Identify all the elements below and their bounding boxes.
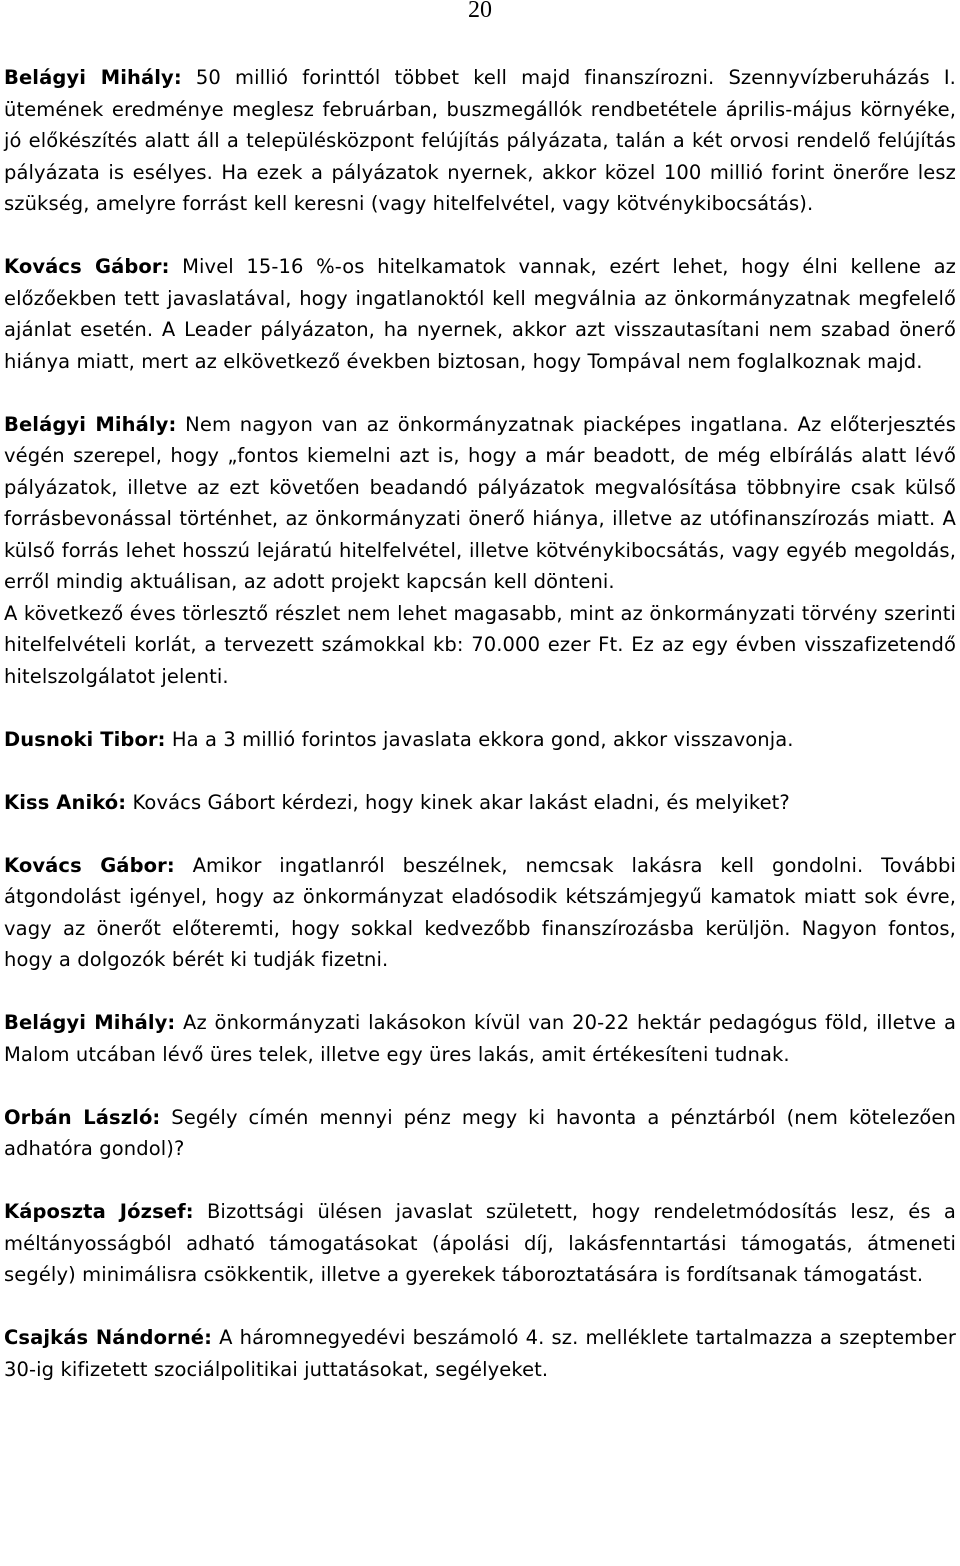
paragraph-text: Kovács Gábort kérdezi, hogy kinek akar lakást eladni, és melyiket?	[132, 790, 790, 814]
speaker-name: Kiss Anikó:	[4, 790, 127, 814]
paragraph-text: A háromnegyedévi beszámoló 4. sz. melléklete tartalmazza a szeptember 30-ig kifizetett szociálpolitikai juttatásokat, segélyeket.	[4, 1326, 956, 1381]
paragraph-text: 50 millió forinttól többet kell majd finanszírozni. Szennyvízberuházás I. ütemének eredménye meglesz februárban, buszmegállók rendbetétele április-május környéke, jó előkészítés alatt áll a településközpont felújítás pályázata, talán a két orvosi rendelő felújítás pályázata is esélyes.	[4, 66, 956, 184]
paragraph-csajkas	[4, 1322, 956, 1385]
speaker-name: Csajkás Nándorné:	[4, 1326, 213, 1349]
page-number: 20	[468, 0, 492, 23]
document-body	[4, 62, 956, 1385]
paragraph-text: Ha ezek a pályázatok nyernek, akkor közel 100 millió forint önerőre lesz szükség, amelyre forrást kell keresni (vagy hitelfelvétel, vagy kötvénykibocsátás).	[4, 160, 956, 215]
paragraph-dusnoki	[4, 724, 956, 756]
paragraph-text: Az előterjesztés végén szerepel, hogy „fontos kiemelni azt is, hogy a már beadott, de még elbírálás alatt lévő pályázatok, illetve az ezt követően beadandó pályázatok megvalósítása többnyire csak külső forrásbevonással történhet, az önkormányzati önerő hiánya, illetve az utófinanszírozás miatt.	[4, 412, 956, 530]
paragraph-text: Amikor ingatlanról beszélnek, nemcsak lakásra kell gondolni.	[192, 853, 864, 877]
paragraph-text: Nagyon fontos, hogy a dolgozók bérét ki tudják fizetni.	[4, 916, 956, 971]
paragraph-kovacs-2	[4, 850, 956, 976]
paragraph-text: A következő éves törlesztő részlet nem lehet magasabb, mint az önkormányzati törvény szerinti hitelfelvételi korlát, a tervezett számokkal kb: 70.000 ezer Ft.	[4, 601, 956, 656]
paragraph-kovacs-1	[4, 251, 956, 377]
paragraph-belagyi-1	[4, 62, 956, 220]
paragraph-text: További átgondolást igényel, hogy az önkormányzat eladósodik kétszámjegyű kamatok miatt sok évre, vagy az önerőt előteremti, hogy sokkal kedvezőbb finanszírozásba kerüljön.	[4, 853, 956, 940]
paragraph-continuation	[4, 598, 956, 693]
speaker-name: Belágyi Mihály:	[4, 412, 177, 436]
speaker-name: Belágyi Mihály:	[4, 66, 182, 89]
speaker-name: Orbán László:	[4, 1105, 161, 1129]
speaker-name: Kovács Gábor:	[4, 853, 175, 877]
speaker-name: Kovács Gábor:	[4, 255, 170, 278]
paragraph-text: Ha a 3 millió forintos javaslata ekkora gond, akkor visszavonja.	[171, 727, 794, 751]
paragraph-text: Ez az egy évben visszafizetendő hitelszolgálatot jelenti.	[4, 633, 956, 688]
paragraph-orban	[4, 1102, 956, 1165]
paragraph-belagyi-3	[4, 1007, 956, 1070]
paragraph-belagyi-2	[4, 409, 956, 598]
paragraph-text: Nem nagyon van az önkormányzatnak piacképes ingatlana.	[185, 412, 789, 436]
paragraph-text: Segély címén mennyi pénz megy ki havonta a pénztárból (nem kötelezően adhatóra gondol)?	[4, 1105, 956, 1160]
speaker-name: Káposzta József:	[4, 1200, 194, 1223]
speaker-name: Belágyi Mihály:	[4, 1011, 176, 1034]
paragraph-text: Mivel 15-16 %-os hitelkamatok vannak, ezért lehet, hogy élni kellene az előzőekben tett javaslatával, hogy ingatlanoktól kell megválnia az önkormányzatnak megfelelő ajánlat esetén.	[4, 255, 956, 341]
paragraph-text: Bizottsági ülésen javaslat született, hogy rendeletmódosítás lesz, és a méltányosságból adható támogatásokat (ápolási díj, lakásfenntartási támogatás, átmeneti segély) minimálisra csökkentik, illetve a gyerekek táboroztatására is fordítsanak támogatást.	[4, 1200, 956, 1286]
paragraph-text: Az önkormányzati lakásokon kívül van 20-22 hektár pedagógus föld, illetve a Malom utcában lévő üres telek, illetve egy üres lakás, amit értékesíteni tudnak.	[4, 1011, 956, 1066]
speaker-name: Dusnoki Tibor:	[4, 727, 166, 751]
paragraph-text: A Leader pályázaton, ha nyernek, akkor azt visszautasítani nem szabad önerő hiánya miatt, mert az elkövetkező években biztosan, hogy Tompával nem foglalkoznak majd.	[4, 318, 956, 373]
paragraph-text: A külső forrás lehet hosszú lejáratú hitelfelvétel, illetve kötvénykibocsátás, vagy egyéb megoldás, erről mindig aktuálisan, az adott projekt kapcsán kell dönteni.	[4, 507, 957, 593]
paragraph-kaposzta	[4, 1196, 956, 1291]
paragraph-kiss	[4, 787, 956, 819]
